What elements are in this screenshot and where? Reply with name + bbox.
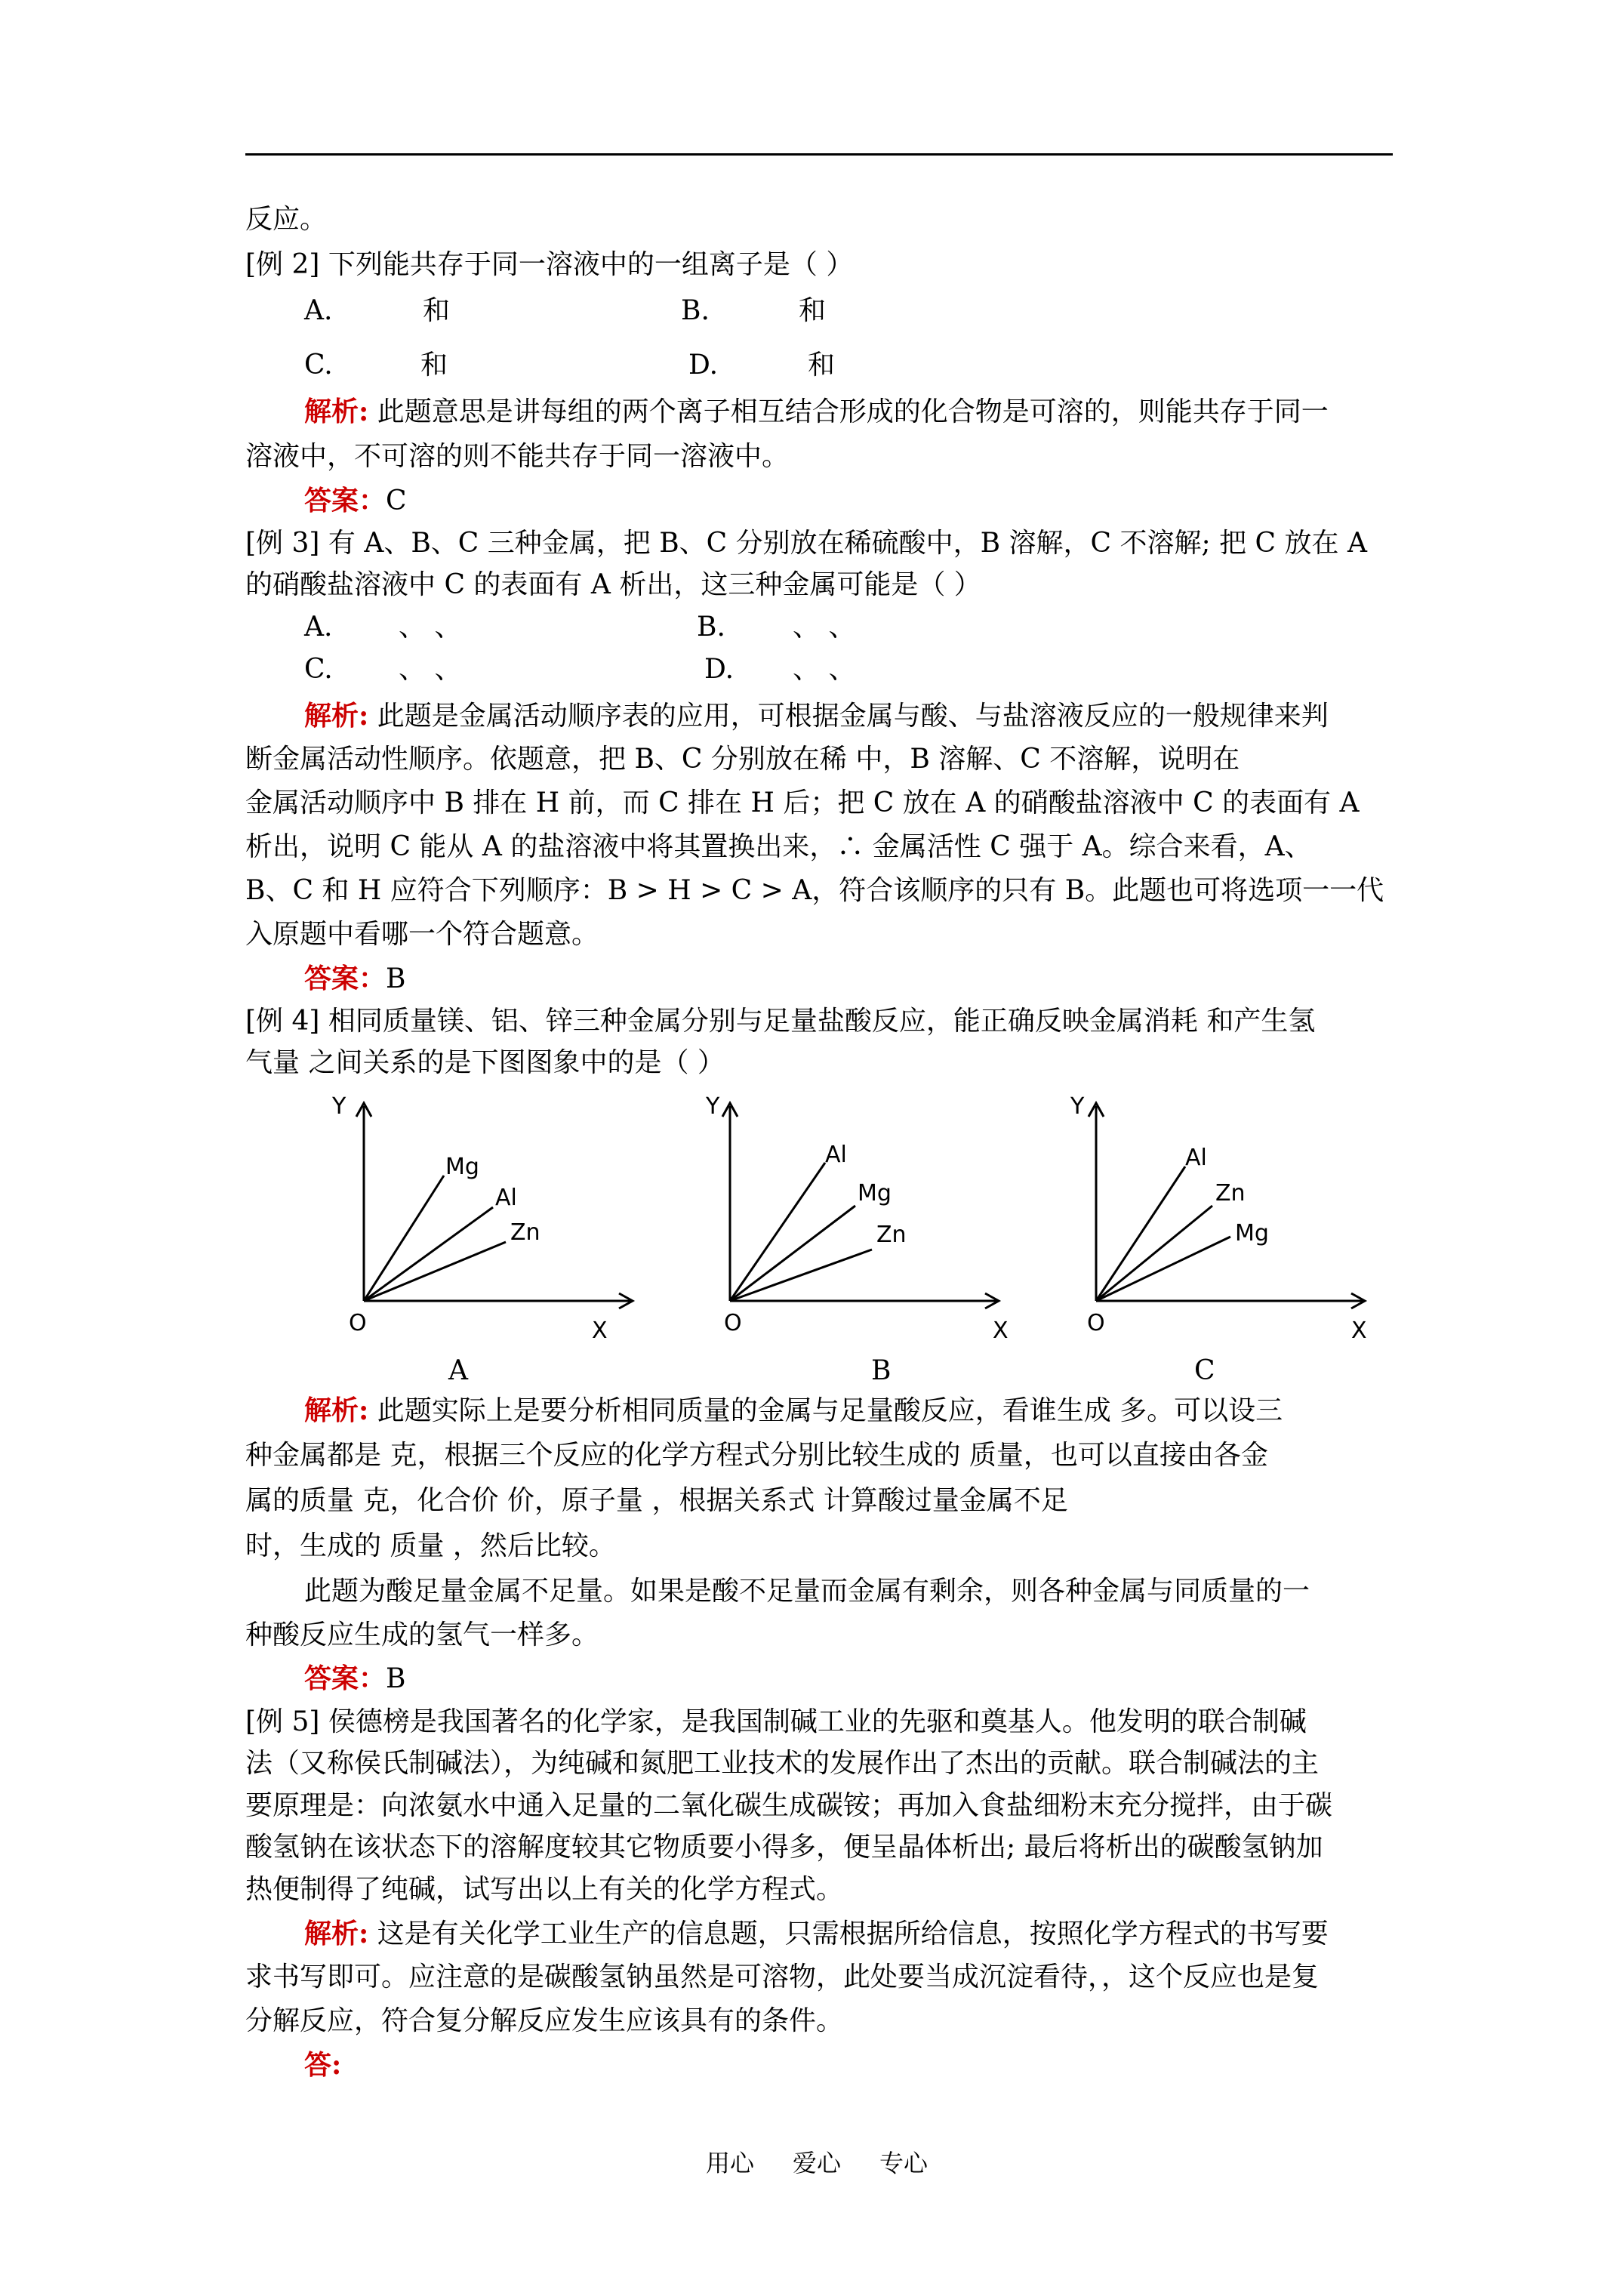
paragraph-line: 种酸反应生成的氢气一样多。 [245, 1620, 599, 1650]
series-label: Zn [876, 1222, 907, 1248]
graph-c [1064, 1083, 1381, 1344]
graph-a [332, 1083, 649, 1344]
analysis-text: 断金属活动性顺序。依题意，把 B、C 分别放在稀 中，B 溶解、C 不溶解，说明在 [245, 744, 1240, 775]
series-label: Mg [1235, 1220, 1269, 1247]
analysis-paragraph [304, 1393, 1283, 1428]
option-c-label: C. [304, 654, 333, 685]
paragraph-line: 反应。 [245, 204, 328, 235]
example-4-question: [例 4] 相同质量镁、铝、锌三种金属分别与足量盐酸反应，能正确反映金属消耗 和产生氢 [245, 1006, 1316, 1037]
line-zn [730, 1250, 872, 1301]
x-axis-label: X [1351, 1318, 1367, 1344]
origin-label: O [724, 1310, 742, 1336]
y-axis-label: Y [706, 1093, 720, 1120]
option-c-separators: 、 、 [399, 654, 462, 685]
footer-word: 专心 [879, 2149, 929, 2177]
footer-word: 用心 [706, 2149, 755, 2177]
y-axis-label: Y [1070, 1093, 1085, 1120]
example-2-question: [例 2] 下列能共存于同一溶液中的一组离子是（ ） [245, 249, 854, 280]
analysis-text: 析出，说明 C 能从 A 的盐溶液中将其置换出来，∴ 金属活性 C 强于 A。综合来看，A、 [245, 831, 1312, 862]
option-a-and: 和 [423, 295, 451, 326]
analysis-text: 属的质量 克，化合价 价，原子量 ，根据关系式 计算酸过量金属不足 [245, 1485, 1068, 1516]
analysis-label: 解析: [304, 396, 369, 427]
analysis-text: 此题是金属活动顺序表的应用，可根据金属与酸、与盐溶液反应的一般规律来判 [368, 701, 1329, 732]
example-5-question: [例 5] 侯德榜是我国著名的化学家，是我国制碱工业的先驱和奠基人。他发明的联合制碱 [245, 1706, 1307, 1737]
line-al [364, 1207, 493, 1301]
graph-caption: C [1194, 1355, 1215, 1386]
analysis-text: 求书写即可。应注意的是碳酸氢钠虽然是可溶物，此处要当成沉淀看待，，这个反应也是复 [245, 1962, 1320, 1992]
option-a-label: A. [304, 295, 333, 326]
option-c-and: 和 [420, 350, 448, 381]
answer-line [304, 1661, 405, 1697]
example-3-question: 的硝酸盐溶液中 C 的表面有 A 析出，这三种金属可能是（ ） [245, 569, 981, 600]
analysis-text: 此题意思是讲每组的两个离子相互结合形成的化合物是可溶的，则能共存于同一 [368, 396, 1329, 427]
option-c-label: C. [304, 350, 333, 381]
option-d-label: D. [688, 350, 719, 381]
answer-line [304, 961, 405, 997]
y-axis-label: Y [332, 1093, 346, 1120]
example-5-question: 要原理是：向浓氨水中通入足量的二氧化碳生成碳铵；再加入食盐细粉末充分搅拌，由于碳 [245, 1790, 1333, 1821]
analysis-text: 溶液中，不可溶的则不能共存于同一溶液中。 [245, 441, 790, 472]
answer-label: 答案： [304, 963, 387, 994]
option-b-separators: 、 、 [793, 612, 856, 643]
analysis-text: 金属活动顺序中 B 排在 H 前，而 C 排在 H 后；把 C 放在 A 的硝酸盐溶液中 C 的表面有 A [245, 787, 1360, 818]
analysis-text: 分解反应，符合复分解反应发生应该具有的条件。 [245, 2005, 844, 2036]
answer-label: 答案： [304, 485, 387, 516]
answer-value: B [386, 963, 406, 994]
analysis-text: 种金属都是 克，根据三个反应的化学方程式分别比较生成的 质量，也可以直接由各金 [245, 1440, 1268, 1471]
x-axis-label: X [592, 1318, 608, 1344]
answer-label: 答: [304, 2049, 342, 2081]
x-axis-label: X [993, 1318, 1009, 1344]
option-a-separators: 、 、 [399, 612, 462, 643]
answer-line [304, 483, 407, 519]
option-b-label: B. [697, 612, 725, 643]
analysis-paragraph [304, 394, 1329, 430]
line-mg [364, 1176, 444, 1301]
line-al [730, 1163, 825, 1301]
option-b-label: B. [681, 295, 710, 326]
analysis-label: 解析: [304, 700, 369, 732]
example-5-question: 法（又称侯氏制碱法），为纯碱和氮肥工业技术的发展作出了杰出的贡献。联合制碱法的主 [245, 1748, 1320, 1779]
analysis-text: 此题实际上是要分析相同质量的金属与足量酸反应，看谁生成 多。可以设三 [368, 1395, 1283, 1426]
answer-label: 答案： [304, 1663, 387, 1694]
graph-caption: A [448, 1355, 468, 1386]
graph-caption: B [871, 1355, 892, 1386]
footer-word: 爱心 [793, 2149, 842, 2177]
option-d-and: 和 [808, 350, 836, 381]
series-label: Mg [445, 1154, 479, 1180]
analysis-label: 解析: [304, 1395, 369, 1426]
series-label: Al [825, 1142, 847, 1168]
answer-value: C [386, 485, 407, 516]
option-b-and: 和 [799, 295, 827, 326]
series-label: Al [495, 1185, 517, 1211]
analysis-label: 解析: [304, 1918, 369, 1949]
answer-line [304, 2048, 341, 2083]
series-label: Al [1185, 1145, 1207, 1171]
series-label: Zn [1215, 1180, 1246, 1207]
analysis-text: B、C 和 H 应符合下列顺序：B > H > C > A，符合该顺序的只有 B。此题也可将选项一一代 [245, 875, 1384, 906]
analysis-text: 这是有关化学工业生产的信息题，只需根据所给信息，按照化学方程式的书写要 [368, 1918, 1329, 1949]
series-label: Zn [510, 1219, 540, 1246]
option-d-separators: 、 、 [793, 654, 856, 685]
origin-label: O [1087, 1310, 1105, 1336]
analysis-paragraph [304, 698, 1329, 734]
example-4-question: 气量 之间关系的是下图图象中的是（ ） [245, 1047, 725, 1078]
analysis-paragraph [304, 1916, 1329, 1952]
paragraph-line: 此题为酸足量金属不足量。如果是酸不足量而金属有剩余，则各种金属与同质量的一 [304, 1576, 1310, 1607]
answer-value: B [386, 1663, 406, 1694]
graph-b [698, 1083, 1015, 1344]
analysis-text: 时，生成的 质量 ，然后比较。 [245, 1530, 616, 1561]
origin-label: O [349, 1310, 367, 1336]
option-d-label: D. [704, 654, 735, 685]
header-rule [245, 153, 1393, 156]
example-5-question: 酸氢钠在该状态下的溶解度较其它物质要小得多，便呈晶体析出; 最后将析出的碳酸氢钠加 [245, 1832, 1323, 1863]
series-label: Mg [858, 1180, 892, 1207]
option-a-label: A. [304, 612, 333, 643]
line-zn [364, 1242, 506, 1301]
example-3-question: [例 3] 有 A、B、C 三种金属，把 B、C 分别放在稀硫酸中，B 溶解，C 不溶解; 把 C 放在 A [245, 528, 1367, 559]
analysis-text: 入原题中看哪一个符合题意。 [245, 919, 599, 950]
example-5-question: 热便制得了纯碱，试写出以上有关的化学方程式。 [245, 1874, 844, 1905]
line-mg [730, 1206, 855, 1301]
